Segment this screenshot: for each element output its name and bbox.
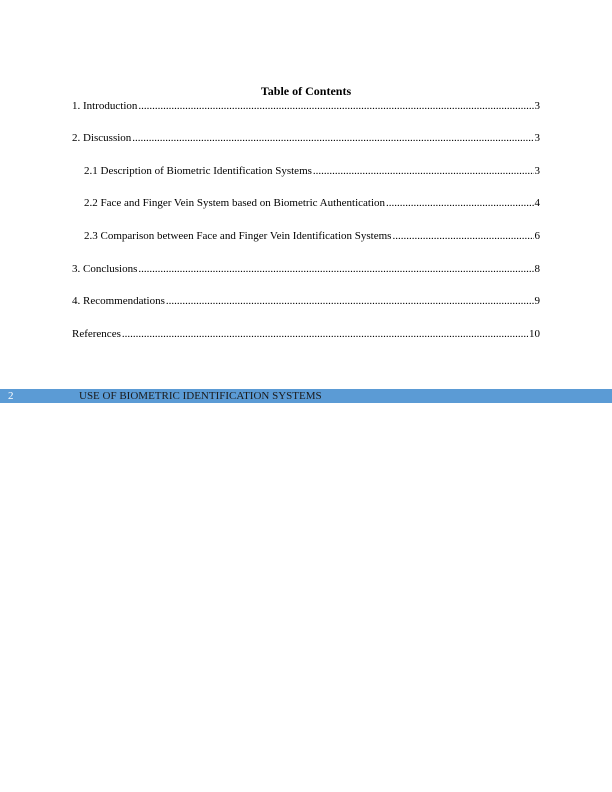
running-header-bar: [0, 389, 612, 403]
toc-entry-comparison[interactable]: [84, 229, 540, 243]
toc-dot-leader: [138, 99, 533, 113]
toc-entry-label: 2.2 Face and Finger Vein System based on Biometric Authentication: [84, 197, 386, 209]
toc-dot-leader: [166, 294, 534, 308]
toc-entry-page: 3: [534, 132, 540, 144]
toc-entry-page: 8: [534, 263, 540, 275]
toc-entry-label: 3. Conclusions: [72, 263, 138, 275]
toc-entry-conclusions[interactable]: [72, 262, 540, 276]
page-number: 2: [8, 390, 14, 402]
toc-dot-leader: [138, 262, 533, 276]
toc-entry-page: 3: [534, 100, 540, 112]
toc-title: Table of Contents: [260, 84, 352, 98]
toc-dot-leader: [386, 196, 533, 210]
toc-entry-page: 6: [534, 230, 540, 242]
toc-entry-page: 10: [529, 328, 540, 340]
toc-dot-leader: [392, 229, 533, 243]
toc-entry-page: 3: [534, 165, 540, 177]
toc-dot-leader: [313, 164, 534, 178]
toc-entry-label: 2.1 Description of Biometric Identification Systems: [84, 165, 312, 177]
toc-entry-label: 2.3 Comparison between Face and Finger Vein Identification Systems: [84, 230, 392, 242]
toc-entry-recommendations[interactable]: [72, 294, 540, 308]
toc-dot-leader: [122, 327, 528, 341]
toc-entry-label: References: [72, 328, 121, 340]
running-head-title: USE OF BIOMETRIC IDENTIFICATION SYSTEMS: [79, 390, 322, 402]
toc-entry-face-finger-vein-system[interactable]: [84, 196, 540, 210]
toc-entry-page: 9: [534, 295, 540, 307]
toc-entry-references[interactable]: [72, 327, 540, 341]
toc-entry-label: 2. Discussion: [72, 132, 132, 144]
toc-entry-introduction[interactable]: [72, 99, 540, 113]
toc-entry-description-biometric[interactable]: [84, 164, 540, 178]
toc-entry-page: 4: [534, 197, 540, 209]
toc-entry-label: 4. Recommendations: [72, 295, 165, 307]
toc-dot-leader: [132, 131, 533, 145]
toc-entry-label: 1. Introduction: [72, 100, 138, 112]
toc-entry-discussion[interactable]: [72, 131, 540, 145]
